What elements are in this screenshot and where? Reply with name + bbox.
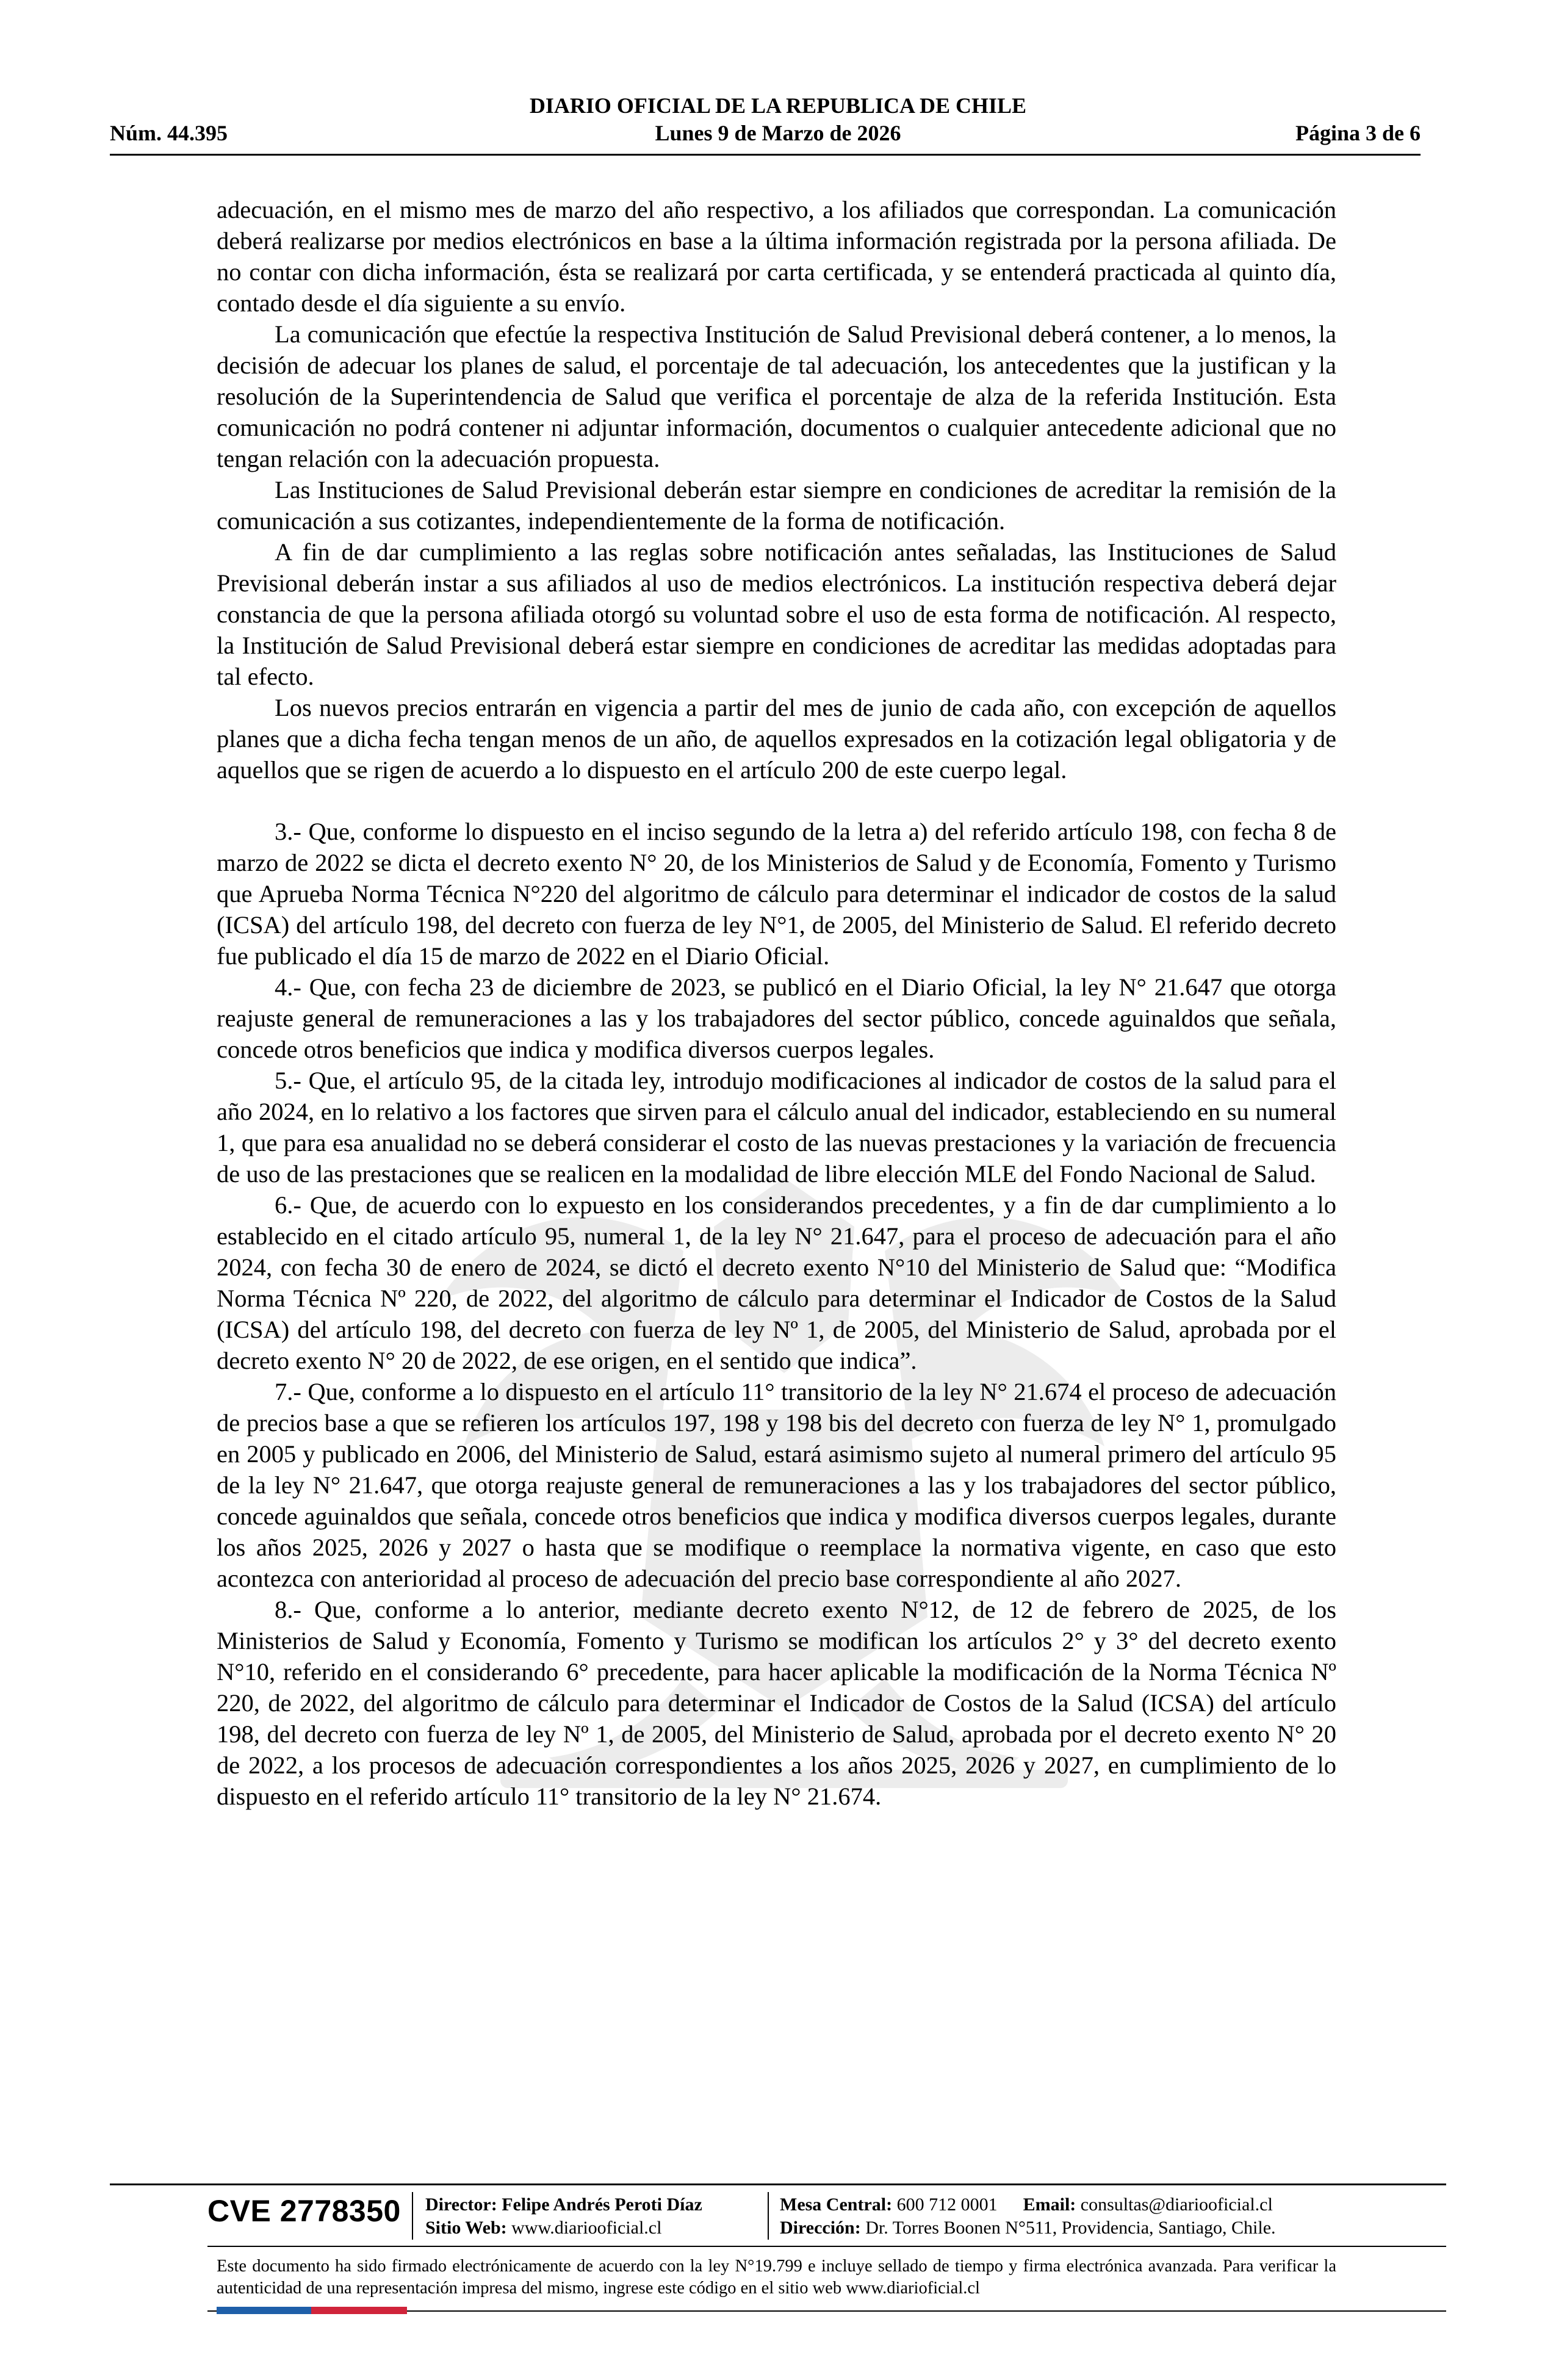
footer-separator xyxy=(768,2192,769,2240)
address-text: Dr. Torres Boonen N°511, Providencia, Santiago, Chile. xyxy=(865,2218,1276,2238)
email-link[interactable]: consultas@diariooficial.cl xyxy=(1080,2194,1273,2215)
issue-number: Núm. 44.395 xyxy=(110,121,228,145)
body-paragraph: 5.- Que, el artículo 95, de la citada ley, introdujo modificaciones al indicador de costos de la salud para el año 2024, en lo relativo a los factores que sirven para el cálculo anual del indicador, estableciendo en su numeral 1, que para esa anualidad no se deberá considerar el costo de las nuevas prestaciones y la variación de frecuencia de uso de las prestaciones que se realicen en la modalidad de libre elección MLE del Fondo Nacional de Salud. xyxy=(217,1067,1336,1188)
body-paragraph: Las Instituciones de Salud Previsional deberán estar siempre en condiciones de acreditar la remisión de la comunicación a sus cotizantes, independientemente de la forma de notificación. xyxy=(217,476,1336,535)
director-label: Director: xyxy=(425,2194,497,2215)
newspaper-title: DIARIO OFICIAL DE LA REPUBLICA DE CHILE xyxy=(529,93,1027,118)
address-label: Dirección: xyxy=(780,2218,861,2238)
body-paragraph: La comunicación que efectúe la respectiva Institución de Salud Previsional deberá contener, a lo menos, la decisión de adecuar los planes de salud, el porcentaje de tal adecuación, los antecedentes que la justifican y la resolución de la Superintendencia de Salud que verifica el porcentaje de alza de la referida Institución. Esta comunicación no podrá contener ni adjuntar información, documentos o cualquier antecedente adicional que no tengan relación con la adecuación propuesta. xyxy=(217,320,1336,472)
footer-separator xyxy=(412,2192,413,2240)
email-label: Email: xyxy=(1023,2194,1076,2215)
body-paragraph: 3.- Que, conforme lo dispuesto en el inciso segundo de la letra a) del referido artículo 198, con fecha 8 de marzo de 2022 se dicta el decreto exento N° 20, de los Ministerios de Salud y de Economía, Fomento y Turismo que Aprueba Norma Técnica N°220 del algoritmo de cálculo para determinar el indicador de costos de la salud (ICSA) del artículo 198, del decreto con fuerza de ley N°1, de 2005, del Ministerio de Salud. El referido decreto fue publicado el día 15 de marzo de 2022 en el Diario Oficial. xyxy=(217,818,1336,970)
body-paragraph: A fin de dar cumplimiento a las reglas sobre notificación antes señaladas, las Instituciones de Salud Previsional deberán instar a sus afiliados al uso de medios electrónicos. La institución respectiva deberá dejar constancia de que la persona afiliada otorgó su voluntad sobre el uso de esta forma de notificación. Al respecto, la Institución de Salud Previsional deberá estar siempre en condiciones de acreditar las medidas adoptadas para tal efecto. xyxy=(217,538,1336,690)
body-paragraph: 6.- Que, de acuerdo con lo expuesto en los considerandos precedentes, y a fin de dar cumplimiento a lo establecido en el citado artículo 95, numeral 1, de la ley N° 21.647, para el proceso de adecuación para el año 2024, con fecha 30 de enero de 2024, se dictó el decreto exento N°10 del Ministerio de Salud que: “Modifica Norma Técnica Nº 220, de 2022, del algoritmo de cálculo para determinar el Indicador de Costos de la Salud (ICSA) del artículo 198, del decreto con fuerza de ley Nº 1, de 2005, del Ministerio de Salud, aprobada por el decreto exento N° 20 de 2022, de ese origen, en el sentido que indica”. xyxy=(217,1191,1336,1374)
body-paragraph: 8.- Que, conforme a lo anterior, mediante decreto exento N°12, de 12 de febrero de 2025, de los Ministerios de Salud y Economía, Fomento y Turismo se modifican los artículos 2° y 3° del decreto exento N°10, referido en el considerando 6° precedente, para hacer aplicable la modificación de la Norma Técnica Nº 220, de 2022, del algoritmo de cálculo para determinar el Indicador de Costos de la Salud (ICSA) del artículo 198, del decreto con fuerza de ley Nº 1, de 2005, del Ministerio de Salud, aprobada por el decreto exento N° 20 de 2022, a los procesos de adecuación correspondientes a los años 2025, 2026 y 2027, en cumplimiento de lo dispuesto en el referido artículo 11° transitorio de la ley N° 21.674. xyxy=(217,1596,1336,1810)
body-paragraph: Los nuevos precios entrarán en vigencia a partir del mes de junio de cada año, con excepción de aquellos planes que a dicha fecha tengan menos de un año, de aquellos expresados en la cotización legal obligatoria y de aquellos que se rigen de acuerdo a lo dispuesto en el artículo 200 de este cuerpo legal. xyxy=(217,694,1336,784)
website-link[interactable]: www.diariooficial.cl xyxy=(511,2218,662,2238)
footer-contact-block xyxy=(780,2193,1276,2240)
phone-number: 600 712 0001 xyxy=(896,2194,998,2215)
website-label: Sitio Web: xyxy=(425,2218,507,2238)
flag-stripe-red xyxy=(311,2307,407,2314)
footer-divider-middle xyxy=(207,2246,1446,2247)
document-body xyxy=(217,194,1336,1812)
footer-divider-top xyxy=(110,2183,1446,2185)
body-paragraph: adecuación, en el mismo mes de marzo del año respectivo, a los afiliados que correspondan. La comunicación deberá realizarse por medios electrónicos en base a la última información registrada por la persona afiliada. De no contar con dicha información, ésta se realizará por carta certificada, y se entenderá practicada al quinto día, contado desde el día siguiente a su envío. xyxy=(217,196,1336,317)
phone-label: Mesa Central: xyxy=(780,2194,893,2215)
body-paragraph: 4.- Que, con fecha 23 de diciembre de 2023, se publicó en el Diario Oficial, la ley N° 21.647 que otorga reajuste general de remuneraciones a las y los trabajadores del sector público, concede aguinaldos que señala, concede otros beneficios que indica y modifica diversos cuerpos legales. xyxy=(217,973,1336,1063)
header-divider xyxy=(110,154,1421,156)
issue-date: Lunes 9 de Marzo de 2026 xyxy=(655,121,901,145)
flag-stripe-blue xyxy=(217,2307,311,2314)
cve-code: CVE 2778350 xyxy=(207,2194,401,2228)
footer-director-block xyxy=(425,2193,702,2240)
page-indicator: Página 3 de 6 xyxy=(1295,121,1421,145)
signature-notice: Este documento ha sido firmado electrónicamente de acuerdo con la ley N°19.799 e incluye sellado de tiempo y firma electrónica avanzada. Para verificar la autenticidad de una representación impresa del mismo, ingrese este código en el sitio web www.diarioficial.cl xyxy=(217,2257,1336,2298)
director-name: Felipe Andrés Peroti Díaz xyxy=(502,2194,702,2215)
body-paragraph: 7.- Que, conforme a lo dispuesto en el artículo 11° transitorio de la ley N° 21.674 el proceso de adecuación de precios base a que se refieren los artículos 197, 198 y 198 bis del decreto con fuerza de ley N° 1, promulgado en 2005 y publicado en 2006, del Ministerio de Salud, estará asimismo sujeto al numeral primero del artículo 95 de la ley N° 21.647, que otorga reajuste general de remuneraciones a las y los trabajadores del sector público, concede aguinaldos que señala, concede otros beneficios que indica y modifica diversos cuerpos legales, durante los años 2025, 2026 y 2027 o hasta que se modifique o reemplace la normativa vigente, en caso que esto acontezca con anterioridad al proceso de adecuación del precio base correspondiente al año 2027. xyxy=(217,1378,1336,1592)
